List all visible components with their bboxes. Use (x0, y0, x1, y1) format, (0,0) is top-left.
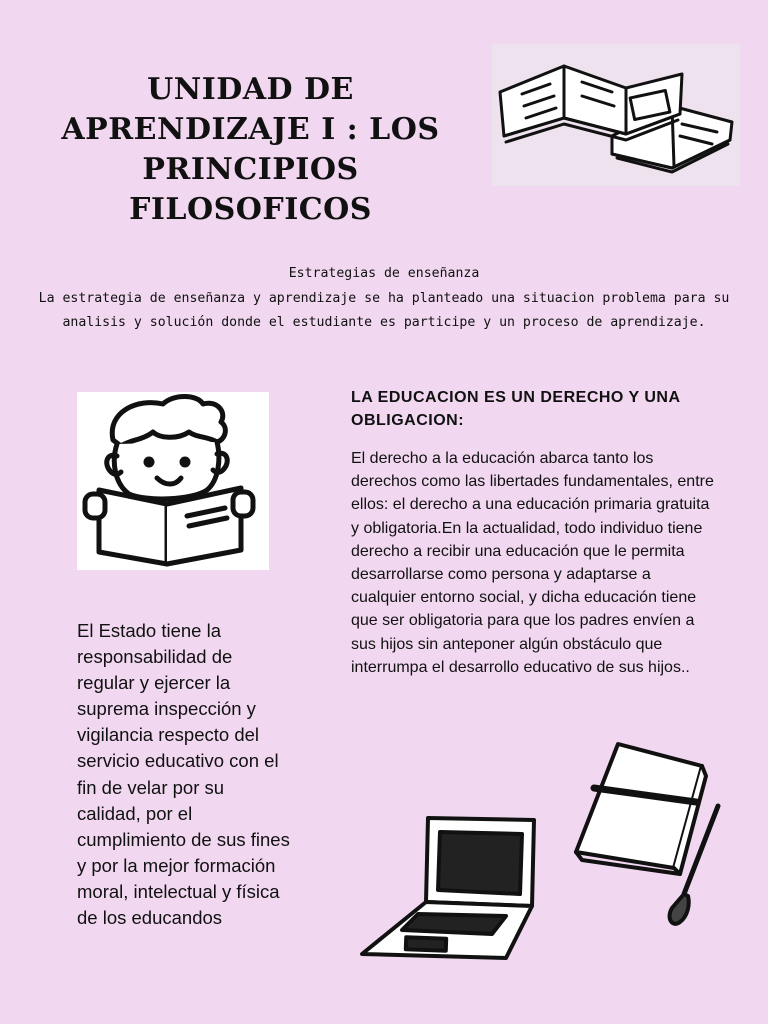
notebook-and-brush-illustration (568, 738, 728, 928)
state-responsibility-paragraph: El Estado tiene la responsabilidad de regular y ejercer la suprema inspección y vigilancia respecto del servicio educativo con el fin de velar por su calidad, por el cumplimiento de sus fines y por la mejor formación moral, intelectual y física de los educandos (77, 620, 290, 929)
page-title: UNIDAD DE APRENDIZAJE I : LOS PRINCIPIOS FILOSOFICOS (61, 72, 440, 227)
child-reading-icon (77, 392, 269, 570)
strategies-section (30, 262, 738, 336)
open-books-illustration (492, 44, 740, 186)
education-right-heading: LA EDUCACION ES UN DERECHO Y UNA OBLIGACION: (351, 389, 680, 429)
child-reading-illustration (77, 392, 269, 570)
laptop-icon (356, 810, 542, 970)
strategies-body: La estrategia de enseñanza y aprendizaje se ha planteado una situacion problema para su analisis y solución donde el estudiante es participe y un proceso de aprendizaje. (38, 290, 730, 330)
strategies-heading: Estrategias de enseñanza (288, 266, 480, 281)
laptop-illustration (356, 810, 542, 970)
education-right-paragraph: El derecho a la educación abarca tanto los derechos como las libertades fundamentales, entre ellos: el derecho a una educación primaria gratuita y obligatoria.En la actualidad, todo individuo tiene derecho a recibir una educación que le permita desarrollarse como persona y adaptarse a cualquier entorno social, y dicha educación tiene que ser obligatoria para que los padres envíen a sus hijos sin anteponer algún obstáculo que interrumpa el desarrollo educativo de sus hijos.. (351, 450, 714, 676)
notebook-and-brush-icon (568, 738, 728, 928)
open-books-icon (492, 44, 740, 186)
